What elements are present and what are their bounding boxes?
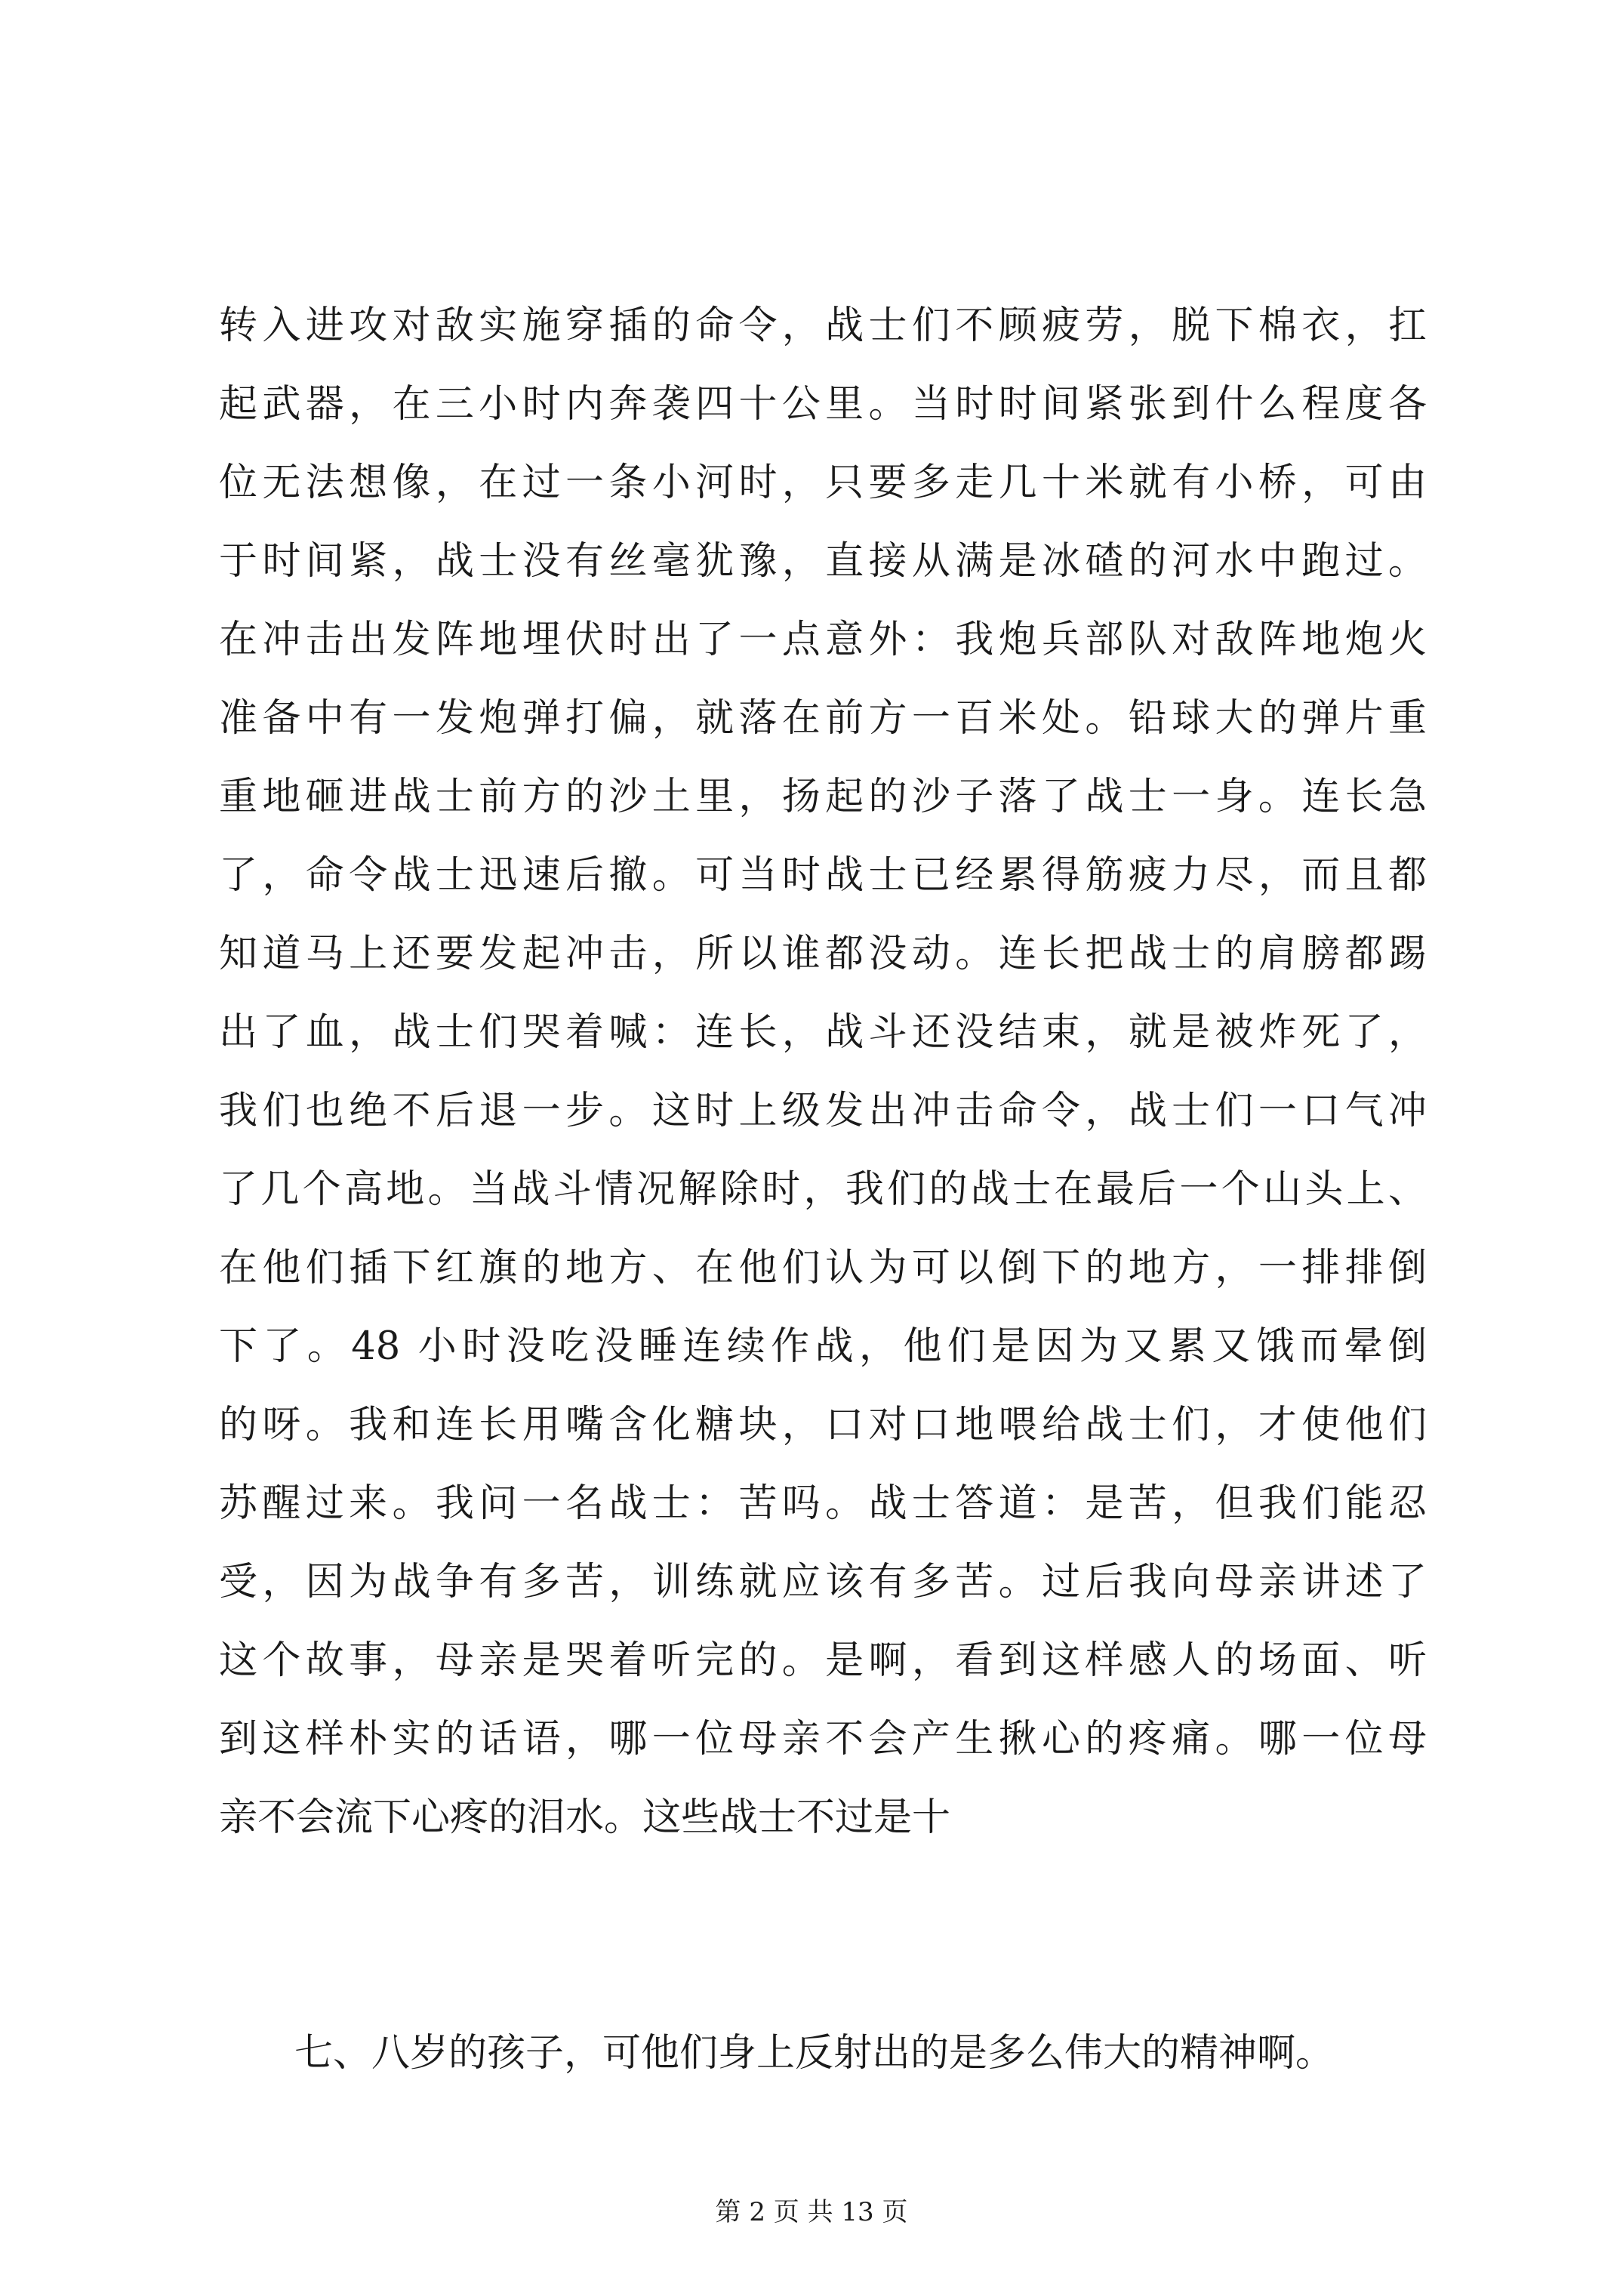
text-line: 出了血，战士们哭着喊：连长，战斗还没结束，就是被炸死了， (219, 1010, 1427, 1055)
text-line: 重地砸进战士前方的沙土里，扬起的沙子落了战士一身。连长急 (219, 775, 1427, 819)
text-line: 转入进攻对敌实施穿插的命令，战士们不顾疲劳，脱下棉衣，扛 (219, 304, 1427, 348)
text-line: 在他们插下红旗的地方、在他们认为可以倒下的地方，一排排倒 (219, 1246, 1427, 1290)
text-line: 准备中有一发炮弹打偏，就落在前方一百米处。铅球大的弹片重 (219, 696, 1427, 741)
page-footer: 第 2 页 共 13 页 (715, 2197, 908, 2227)
text-line: 我们也绝不后退一步。这时上级发出冲击命令，战士们一口气冲 (219, 1089, 1427, 1133)
text-line: 亲不会流下心疼的泪水。这些战士不过是十 (219, 1795, 951, 1840)
text-line: 了几个高地。当战斗情况解除时，我们的战士在最后一个山头上、 (219, 1167, 1427, 1212)
paragraph-2: 七、八岁的孩子，可他们身上反射出的是多么伟大的精神啊。 (294, 2031, 1335, 2076)
text-line: 了，命令战士迅速后撤。可当时战士已经累得筋疲力尽，而且都 (219, 853, 1427, 898)
paragraph-1 (219, 287, 1427, 1857)
text-line: 到这样朴实的话语，哪一位母亲不会产生揪心的疼痛。哪一位母 (219, 1717, 1427, 1761)
text-line: 在冲击出发阵地埋伏时出了一点意外：我炮兵部队对敌阵地炮火 (219, 618, 1427, 662)
text-line: 受，因为战争有多苦，训练就应该有多苦。过后我向母亲讲述了 (219, 1560, 1427, 1604)
text-line: 起武器，在三小时内奔袭四十公里。当时时间紧张到什么程度各 (219, 382, 1427, 427)
text-line: 于时间紧，战士没有丝毫犹豫，直接从满是冰碴的河水中跑过。 (219, 539, 1427, 584)
text-line: 苏醒过来。我问一名战士：苦吗。战士答道：是苦，但我们能忍 (219, 1481, 1427, 1526)
text-line: 这个故事，母亲是哭着听完的。是啊，看到这样感人的场面、听 (219, 1638, 1427, 1683)
text-line: 位无法想像，在过一条小河时，只要多走几十米就有小桥，可由 (219, 461, 1427, 505)
text-line: 下了。48 小时没吃没睡连续作战，他们是因为又累又饿而晕倒 (219, 1324, 1427, 1369)
text-line: 知道马上还要发起冲击，所以谁都没动。连长把战士的肩膀都踢 (219, 932, 1427, 976)
text-line: 的呀。我和连长用嘴含化糖块，口对口地喂给战士们，才使他们 (219, 1403, 1427, 1447)
